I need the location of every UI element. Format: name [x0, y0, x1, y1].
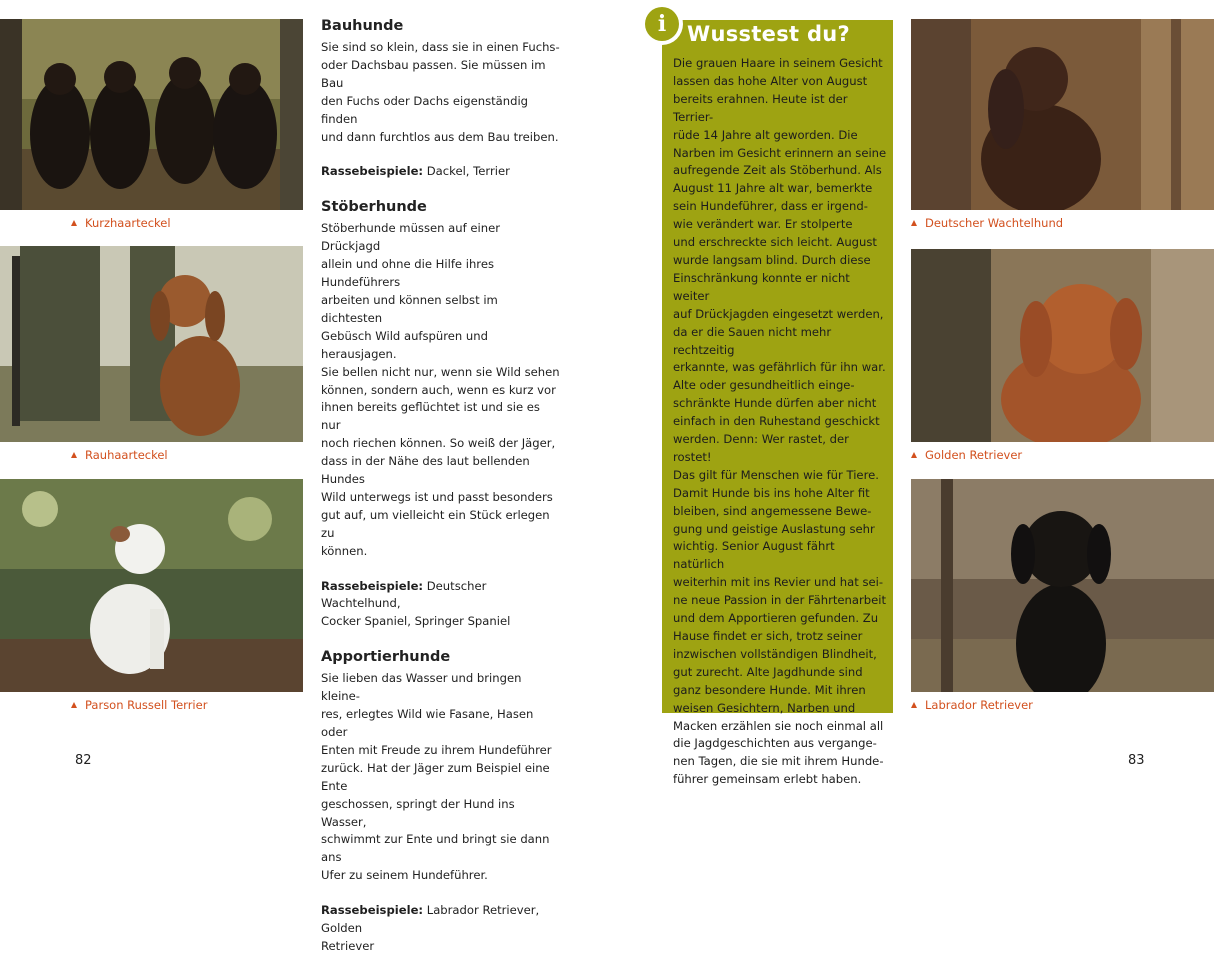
photo-caption: [71, 216, 171, 230]
triangle-up-icon: [71, 702, 77, 708]
triangle-up-icon: [911, 702, 917, 708]
text-line: wichtig. Senior August fährt natürlich: [673, 539, 835, 572]
examples-label: Rassebeispiele:: [321, 578, 424, 593]
text-line: allein und ohne die Hilfe ihres Hundeführers: [321, 257, 494, 290]
photo-deutscher-wachtelhund: [911, 19, 1214, 210]
photo-caption: [71, 448, 168, 462]
text-line: res, erlegtes Wild wie Fasane, Hasen oder: [321, 707, 534, 739]
section-stoeberhunde: [321, 197, 561, 631]
text-line: oder Dachsbau passen. Sie müssen im Bau: [321, 57, 546, 90]
section-paragraph: [321, 39, 561, 146]
text-line: wie verändert war. Er stolperte: [673, 217, 853, 232]
caption-text: Rauhaarteckel: [85, 448, 168, 462]
text-line: Damit Hunde bis ins hohe Alter fit: [673, 485, 870, 500]
examples-label: Rassebeispiele:: [321, 903, 424, 918]
text-line: bleiben, sind angemessene Bewe-: [673, 503, 872, 518]
text-line: gut auf, um vielleicht ein Stück erlegen zu: [321, 507, 550, 540]
text-line: weisen Gesichtern, Narben und: [673, 700, 856, 715]
text-line: gung und geistige Auslastung sehr: [673, 521, 875, 536]
info-icon: [641, 3, 683, 45]
text-line: und dem Apportieren gefunden. Zu: [673, 611, 879, 626]
text-line: ne neue Passion in der Fährtenarbeit: [673, 593, 886, 608]
photo-caption: [911, 698, 1033, 712]
text-line: Narben im Gesicht erinnern an seine: [673, 145, 887, 160]
caption-text: Golden Retriever: [925, 448, 1023, 462]
examples-text: Dackel, Terrier: [423, 164, 510, 179]
text-line: Stöberhunde müssen auf einer Drückjagd: [321, 221, 500, 254]
text-line: Sie lieben das Wasser und bringen kleine-: [321, 671, 522, 704]
text-line: bereits erahnen. Heute ist der Terrier-: [673, 91, 848, 124]
text-line: Sie bellen nicht nur, wenn sie Wild sehen: [321, 364, 560, 379]
text-line: inzwischen vollständigen Blindheit,: [673, 646, 877, 661]
text-line: schränkte Hunde dürfen aber nicht: [673, 396, 877, 411]
text-line: auf Drückjagden eingesetzt werden,: [673, 306, 884, 321]
section-bauhunde: [321, 16, 561, 181]
text-line: August 11 Jahre alt war, bemerkte: [673, 181, 873, 196]
triangle-up-icon: [71, 220, 77, 226]
page-number-left: 82: [75, 753, 92, 768]
photo-kurzhaarteckel: [0, 19, 303, 210]
text-line: aufregende Zeit als Stöberhund. Als: [673, 163, 882, 178]
section-paragraph: [321, 670, 561, 885]
text-line: ihnen bereits geflüchtet ist und sie es nur: [321, 400, 540, 433]
examples-text: Labrador Retriever, Golden: [321, 903, 540, 936]
photo-parson-russell-terrier: [0, 479, 303, 692]
text-line: geschossen, springt der Hund ins Wasser,: [321, 796, 515, 829]
page-number-right: 83: [1128, 753, 1145, 768]
breed-examples: [321, 163, 561, 181]
info-box-body: [673, 55, 888, 789]
text-line: Alte oder gesundheitlich einge-: [673, 378, 855, 393]
breed-examples: [321, 902, 561, 956]
text-line: rüde 14 Jahre alt geworden. Die: [673, 127, 858, 142]
photo-golden-retriever: [911, 249, 1214, 442]
text-line: ganz besondere Hunde. Mit ihren: [673, 682, 866, 697]
triangle-up-icon: [911, 220, 917, 226]
text-line: können, sondern auch, wenn es kurz vor: [321, 382, 556, 397]
triangle-up-icon: [911, 452, 917, 458]
text-line: werden. Denn: Wer rastet, der rostet!: [673, 432, 849, 464]
text-line: lassen das hohe Alter von August: [673, 73, 868, 88]
text-line: Wild unterwegs ist und passt besonders: [321, 489, 553, 504]
text-line: schwimmt zur Ente und bringt sie dann ans: [321, 832, 550, 865]
caption-text: Deutscher Wachtelhund: [925, 216, 1064, 230]
text-line: noch riechen können. So weiß der Jäger,: [321, 436, 556, 451]
photo-caption: [71, 698, 207, 712]
photo-labrador-retriever: [911, 479, 1214, 692]
examples-text: Deutscher Wachtelhund,: [321, 578, 487, 611]
text-line: Ufer zu seinem Hundeführer.: [321, 868, 488, 883]
text-line: Sie sind so klein, dass sie in einen Fuchs-: [321, 40, 560, 54]
text-line: gut zurecht. Alte Jagdhunde sind: [673, 664, 863, 679]
examples-label: Rassebeispiele:: [321, 164, 424, 179]
text-line: können.: [321, 543, 368, 558]
text-line: einfach in den Ruhestand geschickt: [673, 414, 880, 429]
text-line: zurück. Hat der Jäger zum Beispiel eine Ente: [321, 760, 550, 793]
section-heading: Apportierhunde: [321, 649, 451, 666]
text-line: führer gemeinsam erlebt haben.: [673, 772, 862, 787]
text-line: Hause findet er sich, trotz seiner: [673, 629, 863, 643]
text-line: den Fuchs oder Dachs eigenständig finden: [321, 93, 529, 126]
text-line: Gebüsch Wild aufspüren und herausjagen.: [321, 328, 488, 361]
text-line: Enten mit Freude zu ihrem Hundeführer: [321, 742, 552, 757]
text-line: dass in der Nähe des laut bellenden Hundes: [321, 454, 530, 487]
triangle-up-icon: [71, 452, 77, 458]
text-line: und erschreckte sich leicht. August: [673, 235, 877, 250]
section-heading: Stöberhunde: [321, 199, 427, 216]
section-heading: Bauhunde: [321, 18, 404, 34]
info-box-title: Wusstest du?: [687, 22, 851, 46]
text-line: erkannte, was gefährlich für ihn war.: [673, 360, 886, 375]
text-line: nen Tagen, die sie mit ihrem Hunde-: [673, 754, 884, 769]
caption-text: Kurzhaarteckel: [85, 216, 171, 230]
text-line: sein Hundeführer, dass er irgend-: [673, 199, 868, 214]
text-line: Macken erzählen sie noch einmal all: [673, 718, 884, 733]
section-paragraph: [321, 220, 561, 560]
text-line: Das gilt für Menschen wie für Tiere.: [673, 467, 879, 482]
photo-rauhaarteckel: [0, 246, 303, 442]
text-line: da er die Sauen nicht mehr rechtzeitig: [673, 324, 832, 357]
caption-text: Labrador Retriever: [925, 698, 1033, 712]
photo-caption: [911, 448, 1022, 462]
section-apportierhunde: [321, 647, 561, 956]
text-line: weiterhin mit ins Revier und hat sei-: [673, 575, 884, 590]
photo-caption: [911, 216, 1063, 230]
caption-text: Parson Russell Terrier: [85, 698, 208, 712]
info-box: [662, 20, 893, 787]
left-text-column: [321, 16, 561, 972]
text-line: die Jagdgeschichten aus vergange-: [673, 736, 877, 751]
breed-examples: [321, 578, 561, 632]
text-line: Die grauen Haare in seinem Gesicht: [673, 56, 883, 70]
text-line: wurde langsam blind. Durch diese: [673, 252, 871, 267]
text-line: Einschränkung konnte er nicht weiter: [673, 270, 850, 303]
text-line: und dann furchtlos aus dem Bau treiben.: [321, 129, 559, 144]
info-icon-glyph: i: [645, 7, 679, 41]
examples-text: Retriever: [321, 938, 375, 953]
text-line: arbeiten und können selbst im dichtesten: [321, 292, 498, 325]
examples-text: Cocker Spaniel, Springer Spaniel: [321, 614, 511, 629]
